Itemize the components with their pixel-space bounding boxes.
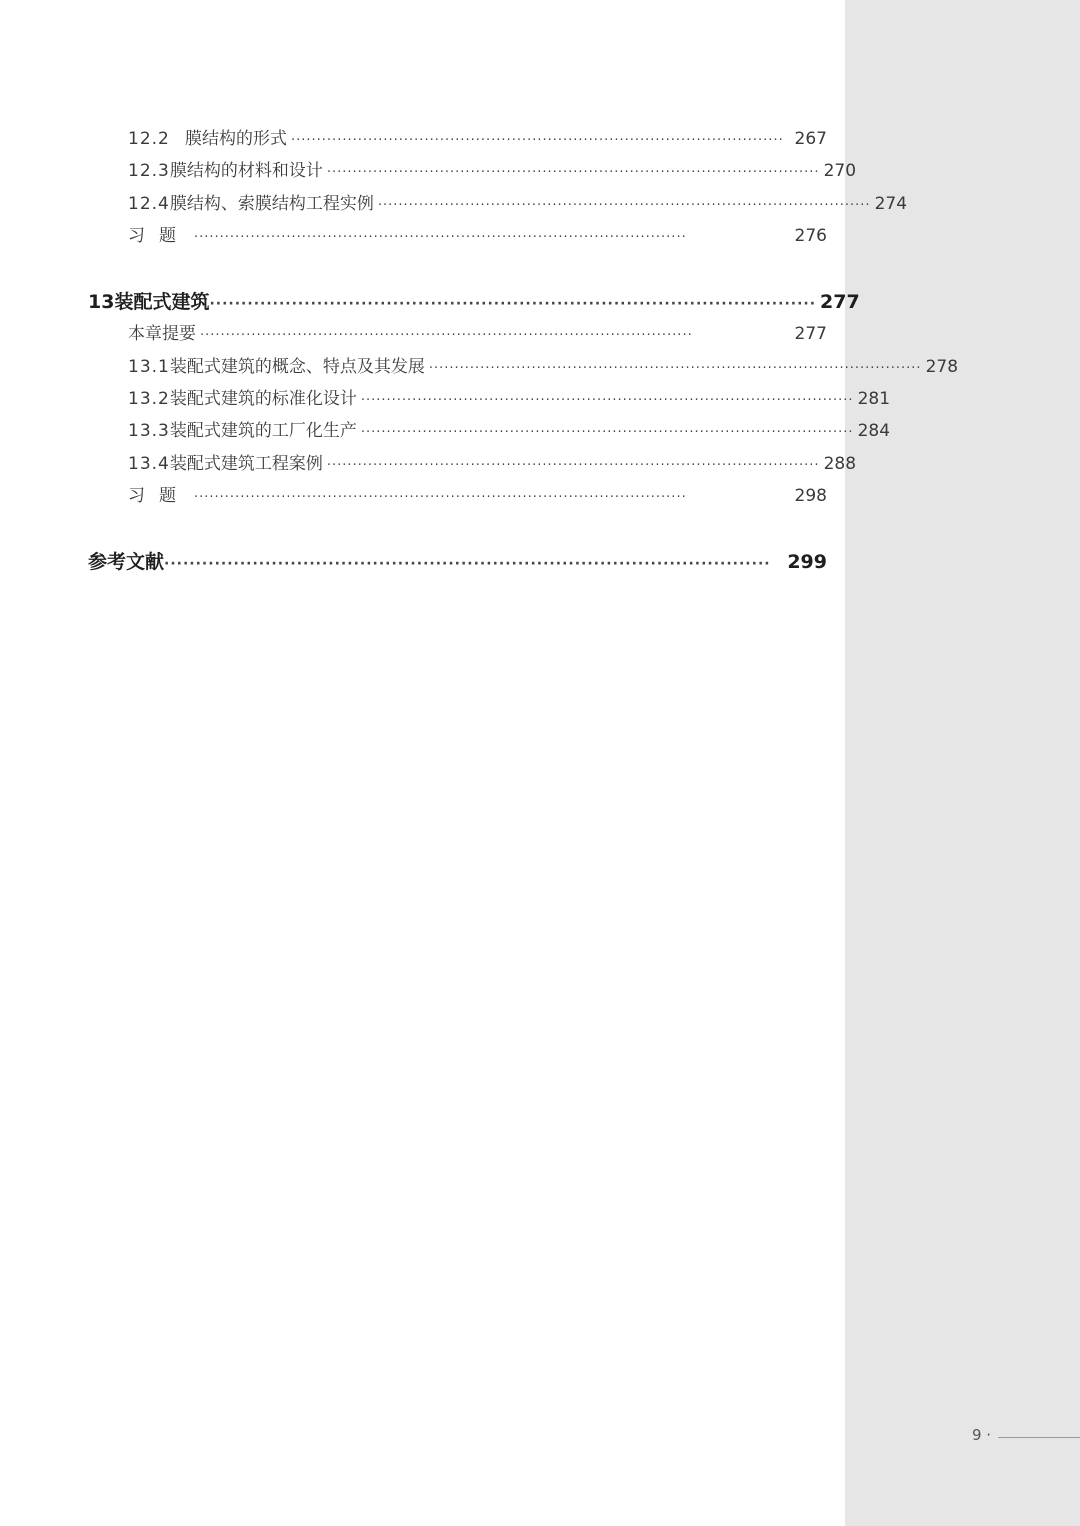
toc-entry-page: 274	[874, 194, 908, 214]
toc-entry-chapter-summary[interactable]	[128, 319, 827, 347]
footer-rule	[998, 1437, 1080, 1438]
toc-entry-page: 278	[925, 357, 959, 377]
toc-references[interactable]	[88, 547, 827, 575]
dot-leader: ································································································	[360, 425, 854, 440]
toc-entry-page: 276	[794, 226, 827, 246]
toc-entry-number: 12.4	[128, 194, 170, 214]
toc-entry-title: 装配式建筑工程案例	[169, 454, 323, 474]
dot-leader: ································································································	[194, 490, 687, 505]
toc-entry-page: 277	[794, 324, 827, 344]
dot-leader: ································································································	[326, 165, 820, 180]
page-margin-band	[845, 0, 1080, 1526]
toc-entry-number: 13.1	[128, 357, 170, 377]
toc-entry-page: 298	[794, 486, 827, 506]
toc-chapter-page: 277	[820, 291, 860, 313]
toc-entry-page: 270	[823, 161, 857, 181]
toc-entry-exercises-13[interactable]	[128, 481, 827, 509]
toc-entry-number: 13.4	[128, 454, 170, 474]
toc-entry-title: 膜结构的形式	[185, 129, 287, 149]
toc-chapter-title: 装配式建筑	[114, 291, 210, 313]
toc-chapter-page: 299	[787, 551, 827, 573]
toc-entry-title: 膜结构、索膜结构工程实例	[169, 194, 374, 214]
toc-entry-page: 281	[857, 389, 891, 409]
toc-entry-title: 本章提要	[128, 324, 196, 344]
dot-leader: ································································································	[209, 296, 817, 312]
dot-leader: ································································································	[326, 458, 820, 473]
toc-entry-number: 12.3	[128, 161, 170, 181]
dot-leader: ································································································	[377, 198, 871, 213]
toc-entry-13-4[interactable]	[128, 449, 857, 477]
dot-leader: ································································································	[428, 361, 922, 376]
toc-entry-number: 13.2	[128, 389, 170, 409]
dot-leader: ································································································	[164, 556, 771, 572]
toc-entry-12-4[interactable]	[128, 189, 908, 217]
page-number: 9 ·	[972, 1426, 992, 1444]
toc-entry-exercises-12[interactable]	[128, 221, 827, 249]
toc-chapter-13[interactable]	[88, 287, 860, 315]
toc-entry-title: 装配式建筑的标准化设计	[169, 389, 357, 409]
toc-entry-title: 膜结构的材料和设计	[169, 161, 323, 181]
dot-leader: ································································································	[194, 230, 687, 245]
toc-entry-page: 288	[823, 454, 857, 474]
toc-entry-13-2[interactable]	[128, 384, 891, 412]
toc-entry-title: 习题	[128, 486, 190, 506]
toc-entry-number: 13.3	[128, 421, 170, 441]
toc-entry-number: 12.2	[128, 129, 170, 149]
toc-entry-13-1[interactable]	[128, 352, 959, 380]
toc-chapter-number: 13	[88, 291, 115, 313]
dot-leader: ································································································	[360, 393, 854, 408]
toc-entry-title: 装配式建筑的工厂化生产	[169, 421, 357, 441]
dot-leader: ································································································	[200, 328, 693, 343]
toc-entry-12-3[interactable]	[128, 156, 857, 184]
toc-entry-13-3[interactable]	[128, 416, 891, 444]
toc-entry-page: 284	[857, 421, 891, 441]
toc-entry-12-2[interactable]	[128, 124, 827, 152]
toc-entry-page: 267	[794, 129, 827, 149]
toc-chapter-title: 参考文献	[88, 551, 165, 573]
toc-entry-title: 装配式建筑的概念、特点及其发展	[169, 357, 425, 377]
dot-leader: ································································································	[291, 133, 784, 148]
toc-entry-title: 习题	[128, 226, 190, 246]
